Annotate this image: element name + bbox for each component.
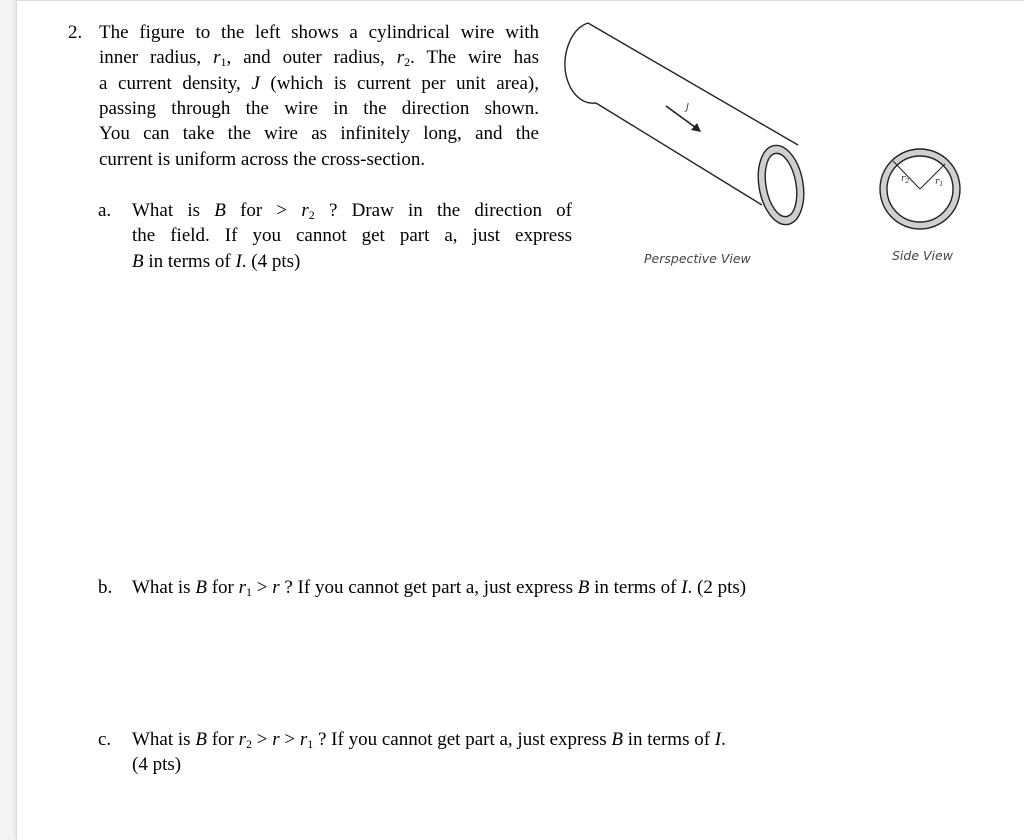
- part-a-label: a.: [98, 200, 112, 221]
- intro-line: The figure to the left shows a cylindrical wire with: [99, 22, 539, 43]
- intro-line: You can take the wire as infinitely long, and the: [99, 123, 539, 145]
- math-variable: $r_1$: [238, 577, 252, 599]
- math-variable: B: [132, 250, 144, 272]
- part-c-line: What is B for $r_2 > r > r_1$ ? If you cannot get part a, just express B in terms of I.: [132, 729, 726, 751]
- cylinder-side-view-figure: [877, 144, 967, 234]
- cylinder-front-ring: [752, 142, 809, 228]
- part-c-line: (4 pts): [132, 754, 182, 776]
- math-variable: J: [251, 72, 260, 94]
- cylinder-perspective-figure: [552, 15, 852, 245]
- math-variable: I: [235, 250, 242, 272]
- document-page: [16, 0, 1024, 840]
- math-variable: B: [195, 577, 207, 598]
- math-variable: B: [214, 200, 226, 221]
- intro-line: passing through the wire in the direction shown.: [99, 97, 539, 119]
- cylinder-bottom-edge: [596, 103, 762, 205]
- cylinder-back-end: [565, 23, 596, 103]
- math-variable: B: [195, 729, 207, 750]
- math-variable: $r_2$: [396, 47, 411, 70]
- math-variable: $r_1$: [299, 729, 314, 751]
- perspective-view-caption: Perspective View: [644, 251, 751, 266]
- part-c-label: c.: [98, 729, 112, 750]
- part-b-label: b.: [98, 577, 113, 598]
- question-number: 2.: [68, 22, 83, 43]
- math-variable: B: [611, 729, 623, 750]
- part-a-line: What is B for > $r_2$ ? Draw in the direction of: [132, 200, 573, 222]
- intro-line: a current density, J (which is current per unit area),: [99, 72, 539, 94]
- part-a-line: the field. If you cannot get part a, just express: [132, 225, 572, 247]
- math-variable: $r_2$: [301, 200, 315, 222]
- current-label: J: [686, 102, 689, 113]
- math-variable: $r_2$: [238, 729, 252, 751]
- math-variable: I: [681, 577, 688, 598]
- math-variable: r: [272, 577, 280, 598]
- part-b-line: What is B for $r_1 > r$ ? If you cannot get part a, just express B in terms of I. (2 pts): [132, 577, 747, 599]
- r1-label: $r_1$: [935, 177, 944, 188]
- cylinder-top-edge: [588, 23, 798, 145]
- intro-line: inner radius, $r_1$, and outer radius, $r_2$. The wire has: [99, 47, 539, 70]
- side-view-caption: Side View: [892, 248, 953, 263]
- part-a-line: B in terms of I. (4 pts): [132, 250, 301, 272]
- math-variable: B: [577, 577, 590, 598]
- r2-label: $r_2$: [901, 174, 910, 185]
- intro-line: current is uniform across the cross-section.: [99, 148, 426, 170]
- math-variable: I: [714, 729, 722, 750]
- math-variable: r: [272, 729, 280, 750]
- current-arrow-icon: [666, 106, 701, 132]
- math-variable: $r_1$: [213, 47, 227, 70]
